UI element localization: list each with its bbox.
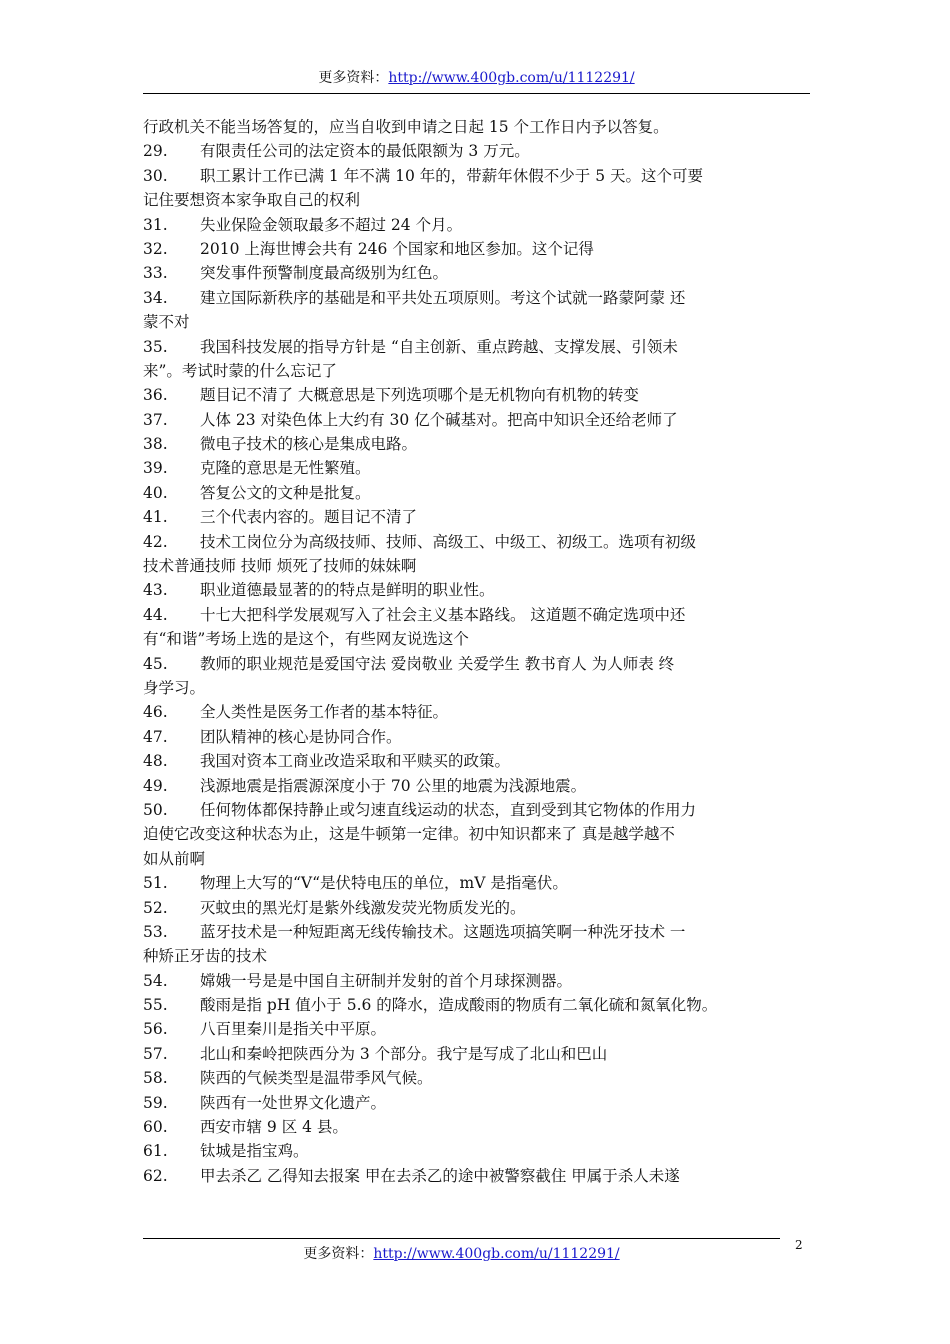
item-number: 38. xyxy=(143,435,168,454)
text-line xyxy=(143,213,810,237)
item-number: 32. xyxy=(143,239,168,258)
item-text: 答复公文的文种是批复。 xyxy=(200,483,371,502)
item-text: 技术普通技师 技师 烦死了技师的妹妹啊 xyxy=(143,557,417,576)
item-number: 39. xyxy=(143,459,168,478)
text-line xyxy=(143,627,810,651)
item-text: 2010 上海世博会共有 246 个国家和地区参加。这个记得 xyxy=(200,239,594,258)
text-line xyxy=(143,847,810,871)
text-line xyxy=(143,310,810,334)
item-text: 灭蚊虫的黑光灯是紫外线激发荧光物质发光的。 xyxy=(200,898,526,917)
item-text: 浅源地震是指震源深度小于 70 公里的地震为浅源地震。 xyxy=(200,776,587,795)
footer-link[interactable]: http://www.400gb.com/u/1112291/ xyxy=(373,1246,620,1262)
text-line xyxy=(143,359,810,383)
text-line xyxy=(143,530,810,554)
page-number: 2 xyxy=(795,1238,803,1252)
text-line xyxy=(143,1091,810,1115)
text-line xyxy=(143,164,810,188)
item-number: 34. xyxy=(143,288,168,307)
text-line xyxy=(143,652,810,676)
item-number: 56. xyxy=(143,1020,168,1039)
text-line xyxy=(143,1042,810,1066)
item-number: 57. xyxy=(143,1044,168,1063)
text-line xyxy=(143,993,810,1017)
text-line xyxy=(143,505,810,529)
text-line xyxy=(143,261,810,285)
item-text: 全人类性是医务工作者的基本特征。 xyxy=(200,703,449,722)
item-text: 团队精神的核心是协同合作。 xyxy=(200,727,402,746)
text-line xyxy=(143,1017,810,1041)
item-text: 蓝牙技术是一种短距离无线传输技术。这题选项搞笑啊一种洗牙技术 一 xyxy=(200,922,686,941)
item-number: 29. xyxy=(143,142,168,161)
item-text: 失业保险金领取最多不超过 24 个月。 xyxy=(200,215,463,234)
item-number: 35. xyxy=(143,337,168,356)
item-text: 北山和秦岭把陕西分为 3 个部分。我宁是写成了北山和巴山 xyxy=(200,1044,608,1063)
text-line xyxy=(143,896,810,920)
footer-divider xyxy=(143,1238,780,1239)
item-number: 54. xyxy=(143,971,168,990)
item-text: 十七大把科学发展观写入了社会主义基本路线。 这道题不确定选项中还 xyxy=(200,605,686,624)
item-number: 30. xyxy=(143,166,168,185)
item-number: 33. xyxy=(143,264,168,283)
text-line xyxy=(143,432,810,456)
item-number: 43. xyxy=(143,581,168,600)
item-text: 如从前啊 xyxy=(143,849,206,868)
page-footer xyxy=(143,1242,780,1266)
text-line xyxy=(143,700,810,724)
item-text: 钛城是指宝鸡。 xyxy=(200,1142,309,1161)
header-divider xyxy=(143,93,810,94)
item-number: 41. xyxy=(143,508,168,527)
page-header xyxy=(143,66,810,90)
footer-label: 更多资料： xyxy=(303,1246,374,1262)
item-text: 我国对资本工商业改造采取和平赎买的政策。 xyxy=(200,752,511,771)
item-text: 我国科技发展的指导方针是 “自主创新、重点跨越、支撑发展、引领未 xyxy=(200,337,678,356)
item-text: 教师的职业规范是爱国守法 爱岗敬业 关爱学生 教书育人 为人师表 终 xyxy=(200,654,675,673)
item-text: 记住要想资本家争取自己的权利 xyxy=(143,191,361,210)
item-number: 46. xyxy=(143,703,168,722)
text-line xyxy=(143,286,810,310)
item-text: 嫦娥一号是是中国自主研制并发射的首个月球探测器。 xyxy=(200,971,573,990)
text-line xyxy=(143,188,810,212)
item-text: 来”。考试时蒙的什么忘记了 xyxy=(143,361,337,380)
item-text: 技术工岗位分为高级技师、技师、高级工、中级工、初级工。选项有初级 xyxy=(200,532,697,551)
text-line xyxy=(143,603,810,627)
text-line xyxy=(143,578,810,602)
item-number: 36. xyxy=(143,386,168,405)
item-number: 49. xyxy=(143,776,168,795)
item-number: 47. xyxy=(143,727,168,746)
text-line xyxy=(143,944,810,968)
text-line xyxy=(143,554,810,578)
text-line xyxy=(143,1115,810,1139)
item-text: 职工累计工作已满 1 年不满 10 年的，带薪年休假不少于 5 天。这个可要 xyxy=(200,166,704,185)
text-line xyxy=(143,774,810,798)
item-number: 42. xyxy=(143,532,168,551)
item-number: 62. xyxy=(143,1166,168,1185)
item-text: 迫使它改变这种状态为止，这是牛顿第一定律。初中知识都来了 真是越学越不 xyxy=(143,825,675,844)
item-text: 行政机关不能当场答复的，应当自收到申请之日起 15 个工作日内予以答复。 xyxy=(143,118,669,136)
item-number: 45. xyxy=(143,654,168,673)
header-link[interactable]: http://www.400gb.com/u/1112291/ xyxy=(388,70,635,86)
text-line xyxy=(143,1164,810,1188)
text-line xyxy=(143,676,810,700)
item-text: 人体 23 对染色体上大约有 30 亿个碱基对。把高中知识全还给老师了 xyxy=(200,410,678,429)
text-line xyxy=(143,115,810,139)
text-line xyxy=(143,383,810,407)
text-line xyxy=(143,725,810,749)
item-number: 48. xyxy=(143,752,168,771)
text-line xyxy=(143,1139,810,1163)
item-number: 40. xyxy=(143,483,168,502)
item-number: 50. xyxy=(143,800,168,819)
text-line xyxy=(143,237,810,261)
text-line xyxy=(143,969,810,993)
item-text: 职业道德最显著的的特点是鲜明的职业性。 xyxy=(200,581,495,600)
text-line xyxy=(143,481,810,505)
text-line xyxy=(143,798,810,822)
item-text: 有限责任公司的法定资本的最低限额为 3 万元。 xyxy=(200,142,530,161)
text-line xyxy=(143,1066,810,1090)
item-text: 种矫正牙齿的技术 xyxy=(143,947,268,966)
document-body xyxy=(143,115,810,1188)
item-number: 53. xyxy=(143,922,168,941)
item-number: 44. xyxy=(143,605,168,624)
item-text: 微电子技术的核心是集成电路。 xyxy=(200,435,418,454)
item-number: 31. xyxy=(143,215,168,234)
item-number: 61. xyxy=(143,1142,168,1161)
item-number: 52. xyxy=(143,898,168,917)
text-line xyxy=(143,335,810,359)
item-text: 陕西有一处世界文化遗产。 xyxy=(200,1093,387,1112)
item-number: 51. xyxy=(143,874,168,893)
item-text: 陕西的气候类型是温带季风气候。 xyxy=(200,1069,433,1088)
item-text: 三个代表内容的。题目记不清了 xyxy=(200,508,418,527)
item-number: 58. xyxy=(143,1069,168,1088)
item-text: 有“和谐”考场上选的是这个，有些网友说选这个 xyxy=(143,630,469,649)
item-text: 酸雨是指 pH 值小于 5.6 的降水，造成酸雨的物质有二氧化硫和氮氧化物。 xyxy=(200,996,718,1015)
text-line xyxy=(143,749,810,773)
item-text: 克隆的意思是无性繁殖。 xyxy=(200,459,371,478)
text-line xyxy=(143,456,810,480)
item-number: 59. xyxy=(143,1093,168,1112)
text-line xyxy=(143,408,810,432)
item-text: 身学习。 xyxy=(143,678,206,697)
item-number: 37. xyxy=(143,410,168,429)
text-line xyxy=(143,871,810,895)
item-text: 甲去杀乙 乙得知去报案 甲在去杀乙的途中被警察截住 甲属于杀人未遂 xyxy=(200,1166,680,1185)
item-text: 蒙不对 xyxy=(143,313,190,332)
item-text: 物理上大写的“V“是伏特电压的单位，mV 是指毫伏。 xyxy=(200,874,568,893)
item-text: 建立国际新秩序的基础是和平共处五项原则。考这个试就一路蒙阿蒙 还 xyxy=(200,288,686,307)
item-text: 西安市辖 9 区 4 县。 xyxy=(200,1118,348,1137)
item-number: 55. xyxy=(143,996,168,1015)
header-label: 更多资料： xyxy=(318,70,389,86)
item-text: 任何物体都保持静止或匀速直线运动的状态，直到受到其它物体的作用力 xyxy=(200,800,697,819)
item-text: 题目记不清了 大概意思是下列选项哪个是无机物向有机物的转变 xyxy=(200,386,639,405)
text-line xyxy=(143,822,810,846)
item-text: 八百里秦川是指关中平原。 xyxy=(200,1020,387,1039)
text-line xyxy=(143,139,810,163)
item-number: 60. xyxy=(143,1118,168,1137)
text-line xyxy=(143,920,810,944)
item-text: 突发事件预警制度最高级别为红色。 xyxy=(200,264,449,283)
